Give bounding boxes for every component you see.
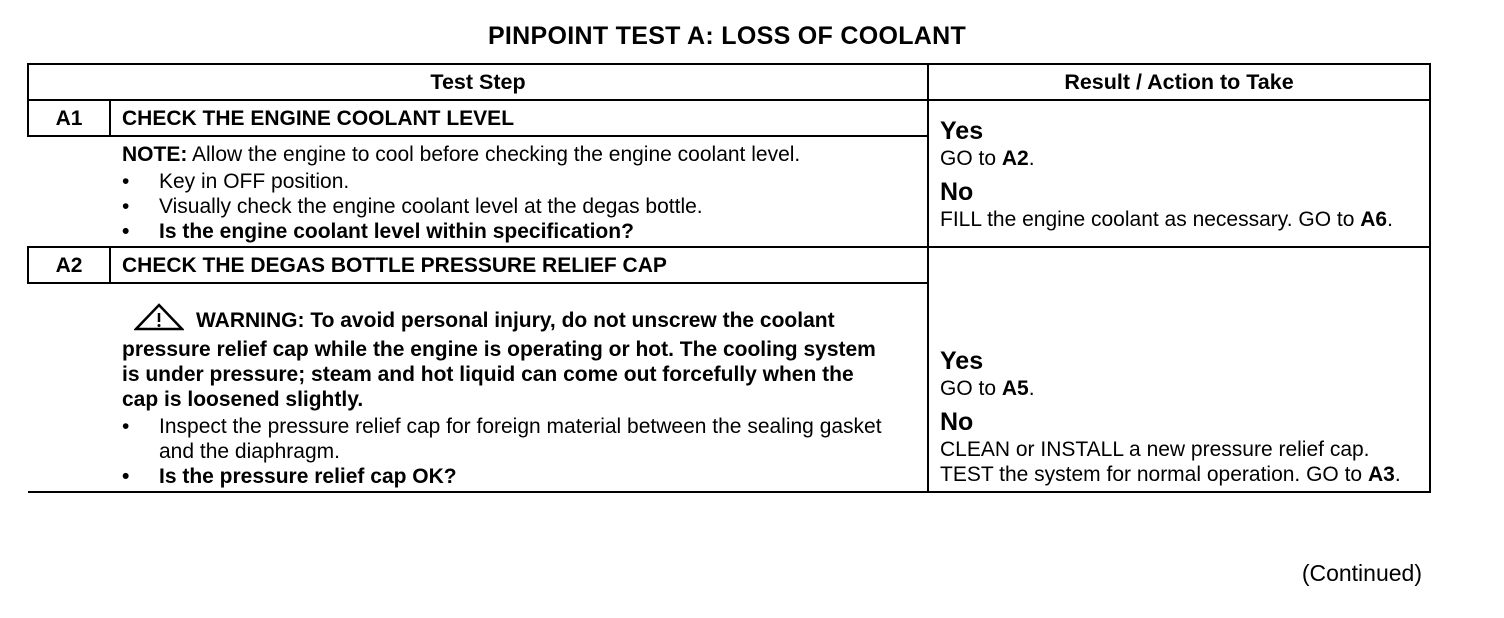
- page-title: PINPOINT TEST A: LOSS OF COOLANT: [487, 22, 967, 50]
- no-action: CLEAN or INSTALL a new pressure relief cap. TEST the system for normal operation. GO to A3.: [940, 438, 1401, 486]
- warning-triangle-icon: [134, 303, 184, 337]
- step-a1-title-row: [28, 100, 1430, 136]
- step-id: A1: [28, 100, 110, 136]
- yes-action: GO to A5.: [940, 377, 1035, 400]
- warning-text: WARNING: To avoid personal injury, do not unscrew the coolant pressure relief cap while the engine is operating or hot. The cooling system is under pressure; steam and hot liquid can come out forcefully when the cap is loosened slightly.: [122, 303, 891, 412]
- step-title: CHECK THE DEGAS BOTTLE PRESSURE RELIEF CAP: [110, 247, 928, 283]
- list-item: • Key in OFF position.: [122, 169, 891, 194]
- yes-label: Yes: [940, 116, 984, 145]
- step-a2-bullets: [122, 414, 891, 489]
- continued-label: (Continued): [1301, 560, 1422, 586]
- step-a1-body: [28, 136, 928, 247]
- list-item: • Inspect the pressure relief cap for foreign material between the sealing gasket and the diaphragm.: [122, 414, 891, 464]
- step-question: • Is the engine coolant level within specification?: [122, 219, 891, 244]
- step-a1-bullets: [122, 169, 891, 244]
- table-header-row: [28, 64, 1430, 100]
- list-item: • Visually check the engine coolant level at the degas bottle.: [122, 194, 891, 219]
- step-a1-result: [928, 100, 1430, 247]
- step-a2-result: [928, 247, 1430, 492]
- note-text: NOTE: Allow the engine to cool before checking the engine coolant level.: [122, 143, 801, 166]
- step-id: A2: [28, 247, 110, 283]
- yes-action: GO to A2.: [940, 146, 1035, 170]
- no-action: FILL the engine coolant as necessary. GO to A6.: [940, 207, 1393, 231]
- pinpoint-test-table: [27, 63, 1431, 493]
- no-label: No: [940, 408, 974, 436]
- step-title: CHECK THE ENGINE COOLANT LEVEL: [110, 100, 928, 136]
- step-a2-body: [28, 283, 928, 492]
- step-a2-title-row: [28, 247, 1430, 283]
- header-result-action: Result / Action to Take: [928, 64, 1430, 100]
- yes-label: Yes: [940, 347, 984, 375]
- header-test-step: Test Step: [28, 64, 928, 100]
- no-label: No: [940, 177, 974, 206]
- step-question: • Is the pressure relief cap OK?: [122, 464, 891, 489]
